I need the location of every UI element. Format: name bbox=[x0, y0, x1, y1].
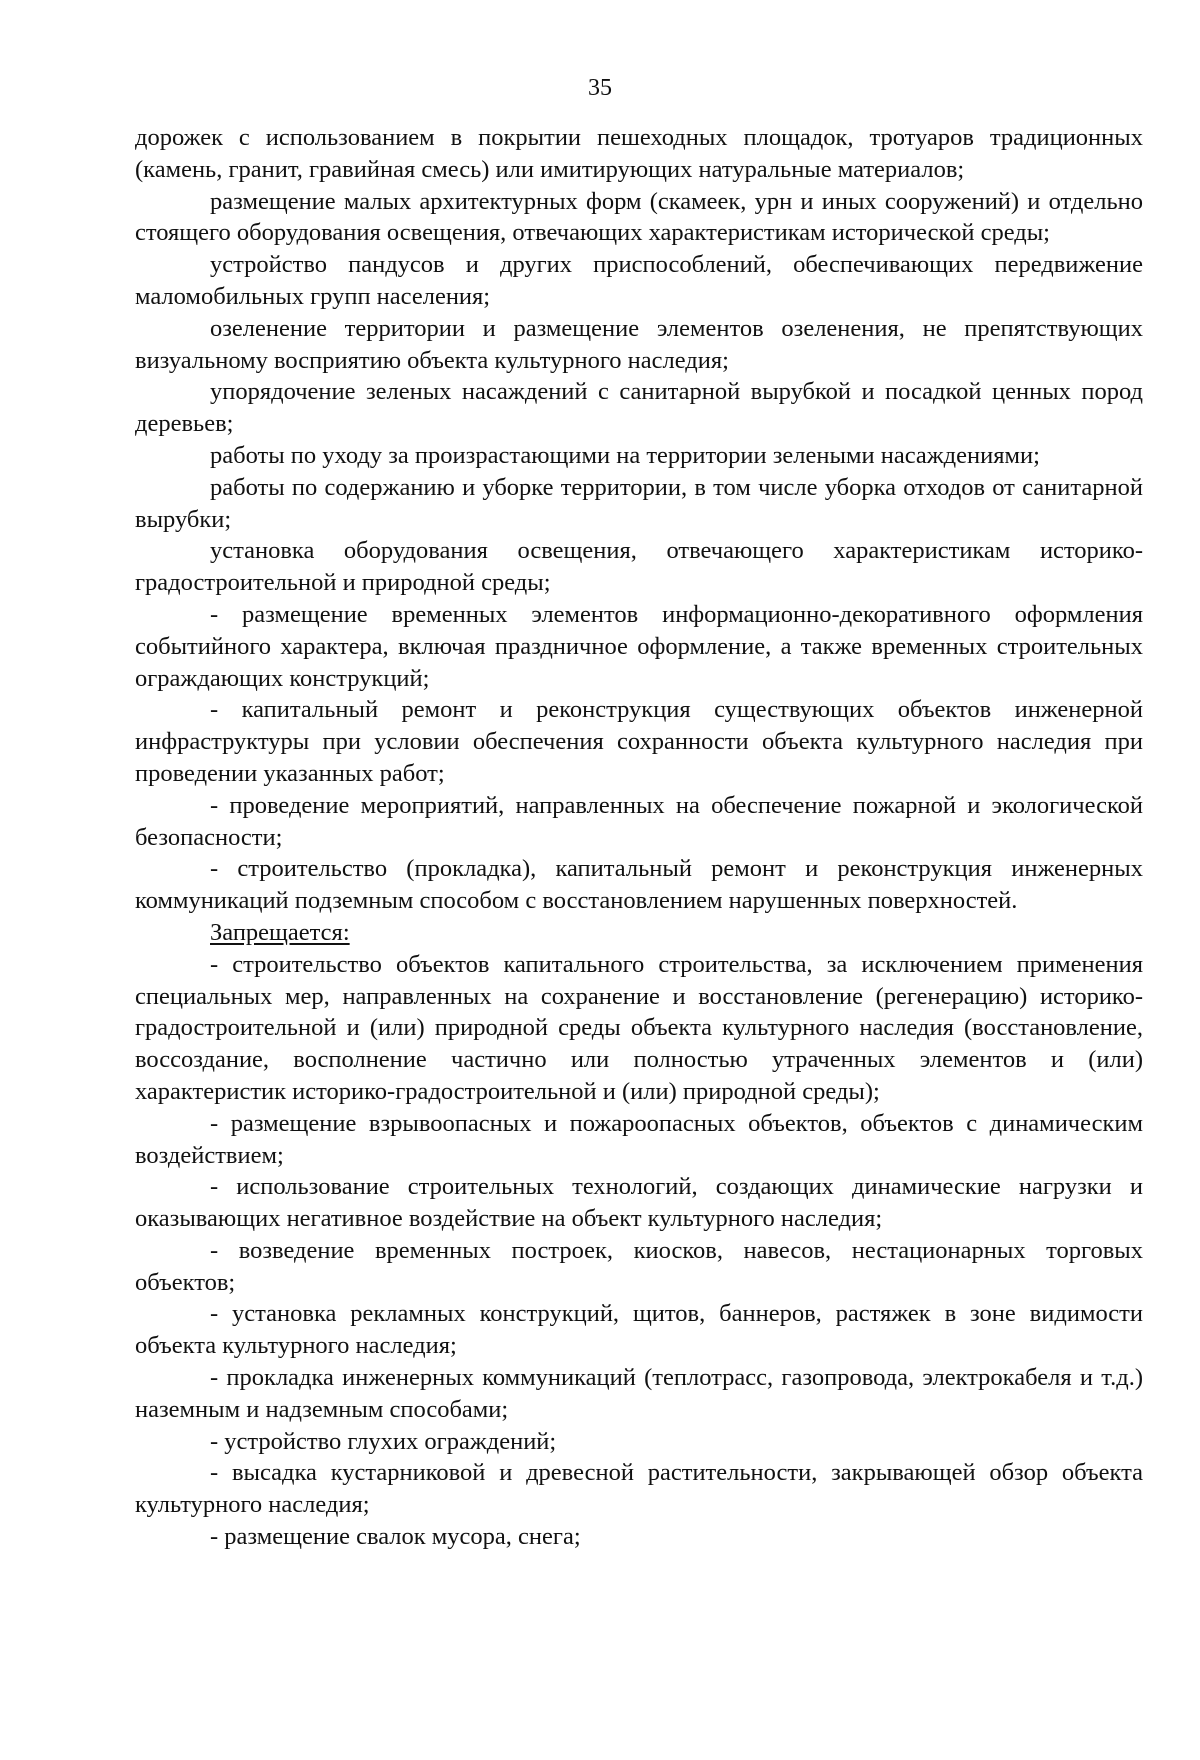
allowed-item: упорядочение зеленых насаждений с санитарной вырубкой и посадкой ценных пород деревьев; bbox=[135, 378, 1143, 438]
prohibited-heading-paragraph bbox=[135, 917, 1143, 949]
prohibited-item: - устройство глухих ограждений; bbox=[210, 1427, 557, 1455]
prohibited-heading: Запрещается: bbox=[210, 918, 350, 946]
prohibited-item: - установка рекламных конструкций, щитов, баннеров, растяжек в зоне видимости объекта культурного наследия; bbox=[135, 1300, 1143, 1360]
prohibited-item: - использование строительных технологий, создающих динамические нагрузки и оказывающих негативное воздействие на объект культурного наследия; bbox=[135, 1173, 1143, 1233]
allowed-item: - размещение временных элементов информационно-декоративного оформления событийного характера, включая праздничное оформление, а также временных строительных ограждающих конструкций; bbox=[135, 600, 1143, 692]
prohibited-item: - высадка кустарниковой и древесной растительности, закрывающей обзор объекта культурного наследия; bbox=[135, 1459, 1143, 1519]
page-number: 35 bbox=[588, 75, 612, 101]
prohibited-item: - прокладка инженерных коммуникаций (теплотрасс, газопровода, электрокабеля и т.д.) наземным и надземным способами; bbox=[135, 1364, 1143, 1423]
prohibited-item: - размещение свалок мусора, снега; bbox=[210, 1523, 581, 1551]
document-body bbox=[135, 122, 1143, 1553]
prohibited-item: - строительство объектов капитального строительства, за исключением применения специальных мер, направленных на сохранение и восстановление (регенерацию) историко-градостроительной и (или) природной среды объекта культурного наследия (восстановление, воссоздание, восполнение частично или полностью утраченных элементов и (или) характеристик историко-градостроительной и (или) природной среды); bbox=[135, 950, 1143, 1105]
allowed-item: установка оборудования освещения, отвечающего характеристикам историко-градостроительной и природной среды; bbox=[135, 537, 1143, 597]
prohibited-item: - размещение взрывоопасных и пожароопасных объектов, объектов с динамическим воздействием; bbox=[135, 1109, 1143, 1169]
allowed-item: озеленение территории и размещение элементов озеленения, не препятствующих визуальному восприятию объекта культурного наследия; bbox=[135, 314, 1143, 374]
prohibited-item: - возведение временных построек, киосков, навесов, нестационарных торговых объектов; bbox=[135, 1236, 1143, 1296]
allowed-item: - проведение мероприятий, направленных на обеспечение пожарной и экологической безопасности; bbox=[135, 791, 1143, 851]
allowed-item: - строительство (прокладка), капитальный ремонт и реконструкция инженерных коммуникаций подземным способом с восстановлением нарушенных поверхностей. bbox=[135, 855, 1143, 915]
allowed-item: - капитальный ремонт и реконструкция существующих объектов инженерной инфраструктуры при условии обеспечения сохранности объекта культурного наследия при проведении указанных работ; bbox=[135, 696, 1143, 787]
allowed-item: работы по уходу за произрастающими на территории зелеными насаждениями; bbox=[210, 441, 1040, 469]
allowed-item: устройство пандусов и других приспособлений, обеспечивающих передвижение маломобильных групп населения; bbox=[135, 251, 1143, 310]
continuation-paragraph: дорожек с использованием в покрытии пешеходных площадок, тротуаров традиционных (камень, гранит, гравийная смесь) или имитирующих натуральные материалов; bbox=[135, 124, 1143, 183]
allowed-item: работы по содержанию и уборке территории, в том числе уборка отходов от санитарной вырубки; bbox=[135, 473, 1143, 533]
allowed-item: размещение малых архитектурных форм (скамеек, урн и иных сооружений) и отдельно стоящего оборудования освещения, отвечающих характеристикам исторической среды; bbox=[135, 187, 1143, 247]
